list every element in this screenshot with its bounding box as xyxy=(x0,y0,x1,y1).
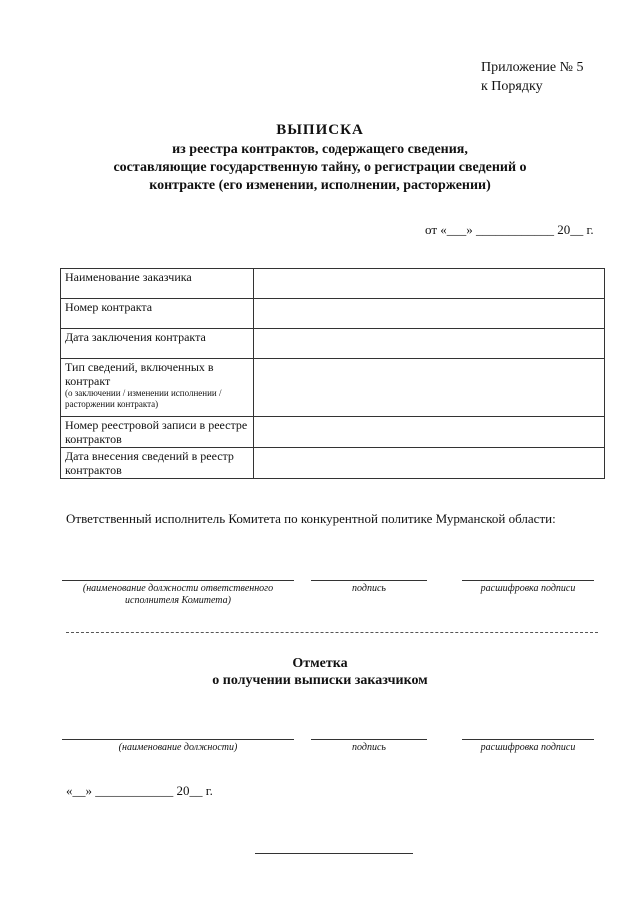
section-divider xyxy=(66,632,598,633)
row-label-registry-number: Номер реестровой записи в реестре контрактов xyxy=(61,417,254,448)
decode-caption-2: расшифровка подписи xyxy=(480,742,576,753)
row-label-entry-date: Дата внесения сведений в реестр контрактов xyxy=(61,448,254,479)
position-caption: (наименование должности ответственного исполнителя Комитета) xyxy=(82,583,274,606)
subtitle-line-2: составляющие государственную тайну, о регистрации сведений о xyxy=(113,160,527,175)
subtitle-line-1: из реестра контрактов, содержащего сведения, xyxy=(172,142,468,157)
table-row xyxy=(61,417,605,448)
table-row xyxy=(61,269,605,299)
table-row xyxy=(61,329,605,359)
document-subtitle xyxy=(0,141,640,195)
info-type-label: Тип сведений, включенных в контракт xyxy=(65,360,214,388)
row-label-contract-date: Дата заключения контракта xyxy=(61,329,254,359)
decode-signature-line xyxy=(462,580,594,581)
row-value-customer xyxy=(254,269,605,299)
signature-caption-2: подпись xyxy=(352,742,386,753)
position-caption-2: (наименование должности) xyxy=(118,742,238,753)
info-type-note: (о заключении / изменении исполнении / расторжении контракта) xyxy=(65,388,222,409)
signature-line xyxy=(311,580,427,581)
signature-line-2 xyxy=(311,739,427,740)
row-label-contract-number: Номер контракта xyxy=(61,299,254,329)
mark-line-1: Отметка xyxy=(292,656,348,671)
decode-signature-line-2 xyxy=(462,739,594,740)
responsible-executor-text: Ответственный исполнитель Комитета по конкурентной политике Мурманской области: xyxy=(66,511,556,526)
issue-date-line: от «___» ____________ 20__ г. xyxy=(425,222,594,237)
row-value-entry-date xyxy=(254,448,605,479)
register-table xyxy=(60,268,605,479)
row-label-customer: Наименование заказчика xyxy=(61,269,254,299)
position-signature-line-2 xyxy=(62,739,294,740)
row-label-info-type xyxy=(61,359,254,417)
appendix-line-2: к Порядку xyxy=(481,79,543,94)
table-row xyxy=(61,299,605,329)
document-title: ВЫПИСКА xyxy=(276,122,364,138)
position-signature-line xyxy=(62,580,294,581)
row-value-registry-number xyxy=(254,417,605,448)
receipt-date-line: «__» ____________ 20__ г. xyxy=(66,783,213,798)
appendix-line-1: Приложение № 5 xyxy=(481,60,584,75)
decode-caption: расшифровка подписи xyxy=(480,583,576,594)
mark-line-2: о получении выписки заказчиком xyxy=(212,673,428,688)
signature-caption: подпись xyxy=(352,583,386,594)
appendix-note xyxy=(481,58,584,96)
row-value-contract-number xyxy=(254,299,605,329)
subtitle-line-3: контракте (его изменении, исполнении, расторжении) xyxy=(149,178,491,193)
row-value-info-type xyxy=(254,359,605,417)
table-row xyxy=(61,448,605,479)
row-value-contract-date xyxy=(254,329,605,359)
receipt-mark-heading xyxy=(0,655,640,689)
footer-line xyxy=(255,853,413,854)
table-row xyxy=(61,359,605,417)
